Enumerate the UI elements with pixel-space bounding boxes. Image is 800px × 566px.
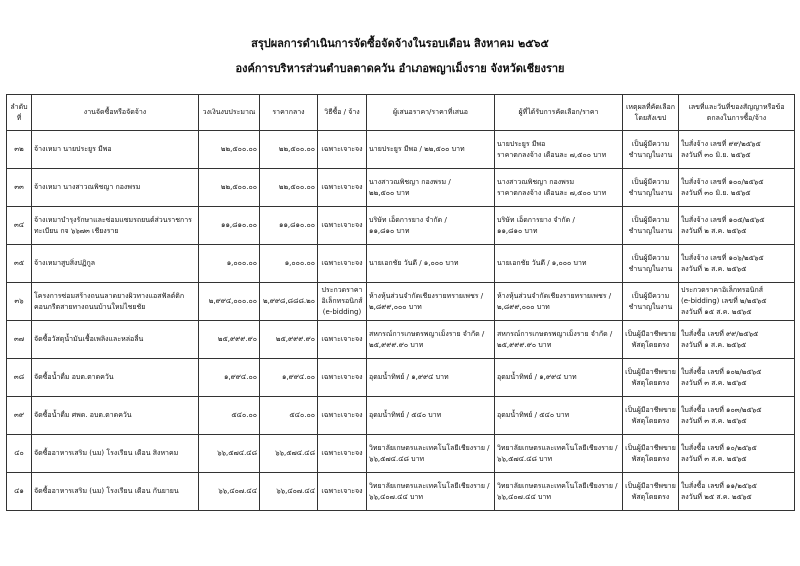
cell-budget: ๕๔๐.๐๐ xyxy=(199,397,260,435)
cell-method: เฉพาะเจาะจง xyxy=(318,473,367,511)
cell-bidder: นายเอกชัย วันดี / ๑,๐๐๐ บาท xyxy=(367,245,495,283)
cell-winner: นายเอกชัย วันดี / ๑,๐๐๐ บาท xyxy=(495,245,623,283)
cell-reason: เป็นผู้มีอาชีพขายพัสดุโดยตรง xyxy=(623,321,679,359)
cell-bidder: อุดมน้ำทิพย์ / ๑,๙๙๔ บาท xyxy=(367,359,495,397)
table-row xyxy=(7,397,795,435)
cell-item: โครงการซ่อมสร้างถนนลาดยางผิวทางแอสฟัลต์ติกคอนกรีตสายทางถนนบ้านใหม่ไชยชัย xyxy=(32,283,199,321)
cell-budget: ๖๖,๕๗๔.๔๘ xyxy=(199,435,260,473)
cell-method: เฉพาะเจาะจง xyxy=(318,131,367,169)
cell-bidder: นายประยูร มีพอ / ๒๒,๕๐๐ บาท xyxy=(367,131,495,169)
col-header-contract: เลขที่และวันที่ของสัญญาหรือข้อตกลงในการซื้อ/จ้าง xyxy=(679,95,795,131)
cell-no: ๔๑ xyxy=(7,473,32,511)
cell-item: จัดซื้ออาหารเสริม (นม) โรงเรียน เดือน สิงหาคม xyxy=(32,435,199,473)
cell-method: ประกวดราคาอิเล็กทรอนิกส์ (e-bidding) xyxy=(318,283,367,321)
cell-winner: อุดมน้ำทิพย์ / ๑,๙๙๔ บาท xyxy=(495,359,623,397)
cell-median-price: ๑๑,๘๑๐.๐๐ xyxy=(260,207,318,245)
cell-item: จ้างเหมาสูบสิ่งปฏิกูล xyxy=(32,245,199,283)
cell-budget: ๑,๙๙๔.๐๐ xyxy=(199,359,260,397)
page-subtitle: องค์การบริหารส่วนตำบลตาดควัน อำเภอพญาเม็งราย จังหวัดเชียงราย xyxy=(235,62,565,75)
procurement-table xyxy=(6,94,795,511)
cell-winner: อุดมน้ำทิพย์ / ๕๔๐ บาท xyxy=(495,397,623,435)
table-row xyxy=(7,169,795,207)
cell-method: เฉพาะเจาะจง xyxy=(318,321,367,359)
col-header-reason: เหตุผลที่คัดเลือกโดยสังเขป xyxy=(623,95,679,131)
cell-budget: ๑,๐๐๐.๐๐ xyxy=(199,245,260,283)
cell-item: จ้างเหมาบำรุงรักษาและซ่อมแซมรถยนต์ส่วนราชการ ทะเบียน กจ ๖๖๗๓ เชียงราย xyxy=(32,207,199,245)
cell-bidder: สหกรณ์การเกษตรพญาเม็งราย จำกัด / ๒๕,๙๙๙.๙๐ บาท xyxy=(367,321,495,359)
cell-no: ๓๕ xyxy=(7,245,32,283)
table-row xyxy=(7,321,795,359)
cell-bidder: วิทยาลัยเกษตรและเทคโนโลยีเชียงราย / ๖๖,๕๗๔.๔๘ บาท xyxy=(367,435,495,473)
cell-contract: ประกวดราคาอิเล็กทรอนิกส์ (e-bidding) เลขที่ ๒/๒๕๖๕ ลงวันที่ ๑๕ ส.ค. ๒๕๖๕ xyxy=(679,283,795,321)
cell-item: จัดซื้ออาหารเสริม (นม) โรงเรียน เดือน กันยายน xyxy=(32,473,199,511)
table-header-row xyxy=(7,95,795,131)
col-header-median-price: ราคากลาง xyxy=(260,95,318,131)
table-row xyxy=(7,283,795,321)
cell-method: เฉพาะเจาะจง xyxy=(318,359,367,397)
cell-reason: เป็นผู้มีความชำนาญในงาน xyxy=(623,245,679,283)
cell-contract: ใบสั่งจ้าง เลขที่ ๑๐๐/๒๕๖๕ ลงวันที่ ๓๐ มิ.ย. ๒๕๖๕ xyxy=(679,169,795,207)
cell-budget: ๒,๙๙๔,๐๐๐.๐๐ xyxy=(199,283,260,321)
table-row xyxy=(7,245,795,283)
cell-reason: เป็นผู้มีความชำนาญในงาน xyxy=(623,131,679,169)
cell-reason: เป็นผู้มีอาชีพขายพัสดุโดยตรง xyxy=(623,397,679,435)
cell-winner: นางสาวณพิชญา กองพรม ราคาตกลงจ้าง เดือนละ ๗,๕๐๐ บาท xyxy=(495,169,623,207)
col-header-budget: วงเงินงบประมาณ xyxy=(199,95,260,131)
cell-budget: ๒๒,๕๐๐.๐๐ xyxy=(199,169,260,207)
cell-budget: ๒๕,๙๙๙.๙๐ xyxy=(199,321,260,359)
table-row xyxy=(7,359,795,397)
cell-winner: นายประยูร มีพอ ราคาตกลงจ้าง เดือนละ ๗,๕๐๐ บาท xyxy=(495,131,623,169)
cell-winner: วิทยาลัยเกษตรและเทคโนโลยีเชียงราย / ๖๖,๕๗๔.๔๘ บาท xyxy=(495,435,623,473)
cell-median-price: ๑,๙๙๔.๐๐ xyxy=(260,359,318,397)
col-header-method: วิธีซื้อ / จ้าง xyxy=(318,95,367,131)
cell-bidder: บริษัท เอ็ดการยาง จำกัด / ๑๑,๘๑๐ บาท xyxy=(367,207,495,245)
cell-item: จัดซื้อวัสดุน้ำมันเชื้อเพลิงและหล่อลื่น xyxy=(32,321,199,359)
cell-method: เฉพาะเจาะจง xyxy=(318,245,367,283)
cell-median-price: ๒๒,๕๐๐.๐๐ xyxy=(260,131,318,169)
cell-reason: เป็นผู้มีความชำนาญในงาน xyxy=(623,283,679,321)
table-row xyxy=(7,435,795,473)
cell-method: เฉพาะเจาะจง xyxy=(318,169,367,207)
cell-no: ๓๔ xyxy=(7,207,32,245)
cell-bidder: นางสาวณพิชญา กองพรม / ๒๒,๕๐๐ บาท xyxy=(367,169,495,207)
cell-budget: ๒๒,๕๐๐.๐๐ xyxy=(199,131,260,169)
cell-bidder: ห้างหุ้นส่วนจำกัดเชียงรายทรายเพชร / ๒,๘๙๙,๐๐๐ บาท xyxy=(367,283,495,321)
cell-no: ๔๐ xyxy=(7,435,32,473)
cell-reason: เป็นผู้มีความชำนาญในงาน xyxy=(623,207,679,245)
cell-median-price: ๕๔๐.๐๐ xyxy=(260,397,318,435)
cell-no: ๓๖ xyxy=(7,283,32,321)
cell-contract: ใบสั่งซื้อ เลขที่ ๑๐๒/๒๕๖๕ ลงวันที่ ๓ ส.ค. ๒๕๖๕ xyxy=(679,359,795,397)
col-header-bidders: ผู้เสนอราคา/ราคาที่เสนอ xyxy=(367,95,495,131)
cell-contract: ใบสั่งซื้อ เลขที่ ๑๑/๒๕๖๕ ลงวันที่ ๒๕ ส.ค. ๒๕๖๕ xyxy=(679,473,795,511)
cell-no: ๓๙ xyxy=(7,397,32,435)
cell-reason: เป็นผู้มีอาชีพขายพัสดุโดยตรง xyxy=(623,473,679,511)
cell-contract: ใบสั่งจ้าง เลขที่ ๙๙/๒๕๖๕ ลงวันที่ ๓๐ มิ.ย. ๒๕๖๕ xyxy=(679,131,795,169)
table-row xyxy=(7,473,795,511)
cell-no: ๓๗ xyxy=(7,321,32,359)
cell-item: จัดซื้อน้ำดื่ม อบต.ตาดควัน xyxy=(32,359,199,397)
cell-bidder: อุดมน้ำทิพย์ / ๕๔๐ บาท xyxy=(367,397,495,435)
col-header-item: งานจัดซื้อหรือจัดจ้าง xyxy=(32,95,199,131)
cell-contract: ใบสั่งซื้อ เลขที่ ๑๐/๒๕๖๕ ลงวันที่ ๓ ส.ค. ๒๕๖๕ xyxy=(679,435,795,473)
cell-reason: เป็นผู้มีอาชีพขายพัสดุโดยตรง xyxy=(623,359,679,397)
table-row xyxy=(7,131,795,169)
cell-item: จ้างเหมา นางสาวณพิชญา กองพรม xyxy=(32,169,199,207)
col-header-winner: ผู้ที่ได้รับการคัดเลือก/ราคา xyxy=(495,95,623,131)
cell-median-price: ๑,๐๐๐.๐๐ xyxy=(260,245,318,283)
cell-winner: สหกรณ์การเกษตรพญาเม็งราย จำกัด / ๒๕,๙๙๙.๙๐ บาท xyxy=(495,321,623,359)
cell-no: ๓๒ xyxy=(7,131,32,169)
cell-winner: วิทยาลัยเกษตรและเทคโนโลยีเชียงราย / ๖๖,๔๐๗.๔๔ บาท xyxy=(495,473,623,511)
cell-median-price: ๖๖,๔๐๗.๔๔ xyxy=(260,473,318,511)
cell-winner: ห้างหุ้นส่วนจำกัดเชียงรายทรายเพชร / ๒,๘๙๙,๐๐๐ บาท xyxy=(495,283,623,321)
cell-contract: ใบสั่งซื้อ เลขที่ ๑๐๓/๒๕๖๕ ลงวันที่ ๓ ส.ค. ๒๕๖๕ xyxy=(679,397,795,435)
cell-budget: ๖๖,๔๐๗.๔๔ xyxy=(199,473,260,511)
cell-contract: ใบสั่งซื้อ เลขที่ ๙๙/๒๕๖๕ ลงวันที่ ๑ ส.ค. ๒๕๖๕ xyxy=(679,321,795,359)
cell-method: เฉพาะเจาะจง xyxy=(318,397,367,435)
page-title: สรุปผลการดำเนินการจัดซื้อจัดจ้างในรอบเดือน สิงหาคม ๒๕๖๕ xyxy=(251,37,549,50)
col-header-no: ลำดับที่ xyxy=(7,95,32,131)
cell-item: จัดซื้อน้ำดื่ม ศพด. อบต.ตาดควัน xyxy=(32,397,199,435)
cell-median-price: ๖๖,๕๗๔.๔๘ xyxy=(260,435,318,473)
cell-median-price: ๒๒,๕๐๐.๐๐ xyxy=(260,169,318,207)
cell-reason: เป็นผู้มีอาชีพขายพัสดุโดยตรง xyxy=(623,435,679,473)
cell-budget: ๑๑,๘๑๐.๐๐ xyxy=(199,207,260,245)
cell-bidder: วิทยาลัยเกษตรและเทคโนโลยีเชียงราย / ๖๖,๔๐๗.๔๔ บาท xyxy=(367,473,495,511)
cell-method: เฉพาะเจาะจง xyxy=(318,435,367,473)
cell-median-price: ๒,๙๙๘,๘๘๘.๒๐ xyxy=(260,283,318,321)
table-row xyxy=(7,207,795,245)
cell-method: เฉพาะเจาะจง xyxy=(318,207,367,245)
cell-median-price: ๒๕,๙๙๙.๙๐ xyxy=(260,321,318,359)
cell-contract: ใบสั่งจ้าง เลขที่ ๑๐๖/๒๕๖๕ ลงวันที่ ๒ ส.ค. ๒๕๖๕ xyxy=(679,245,795,283)
cell-no: ๓๘ xyxy=(7,359,32,397)
cell-item: จ้างเหมา นายประยูร มีพอ xyxy=(32,131,199,169)
cell-no: ๓๓ xyxy=(7,169,32,207)
cell-reason: เป็นผู้มีความชำนาญในงาน xyxy=(623,169,679,207)
cell-contract: ใบสั่งจ้าง เลขที่ ๑๐๕/๒๕๖๕ ลงวันที่ ๒ ส.ค. ๒๕๖๕ xyxy=(679,207,795,245)
cell-winner: บริษัท เอ็ดการยาง จำกัด / ๑๑,๘๑๐ บาท xyxy=(495,207,623,245)
